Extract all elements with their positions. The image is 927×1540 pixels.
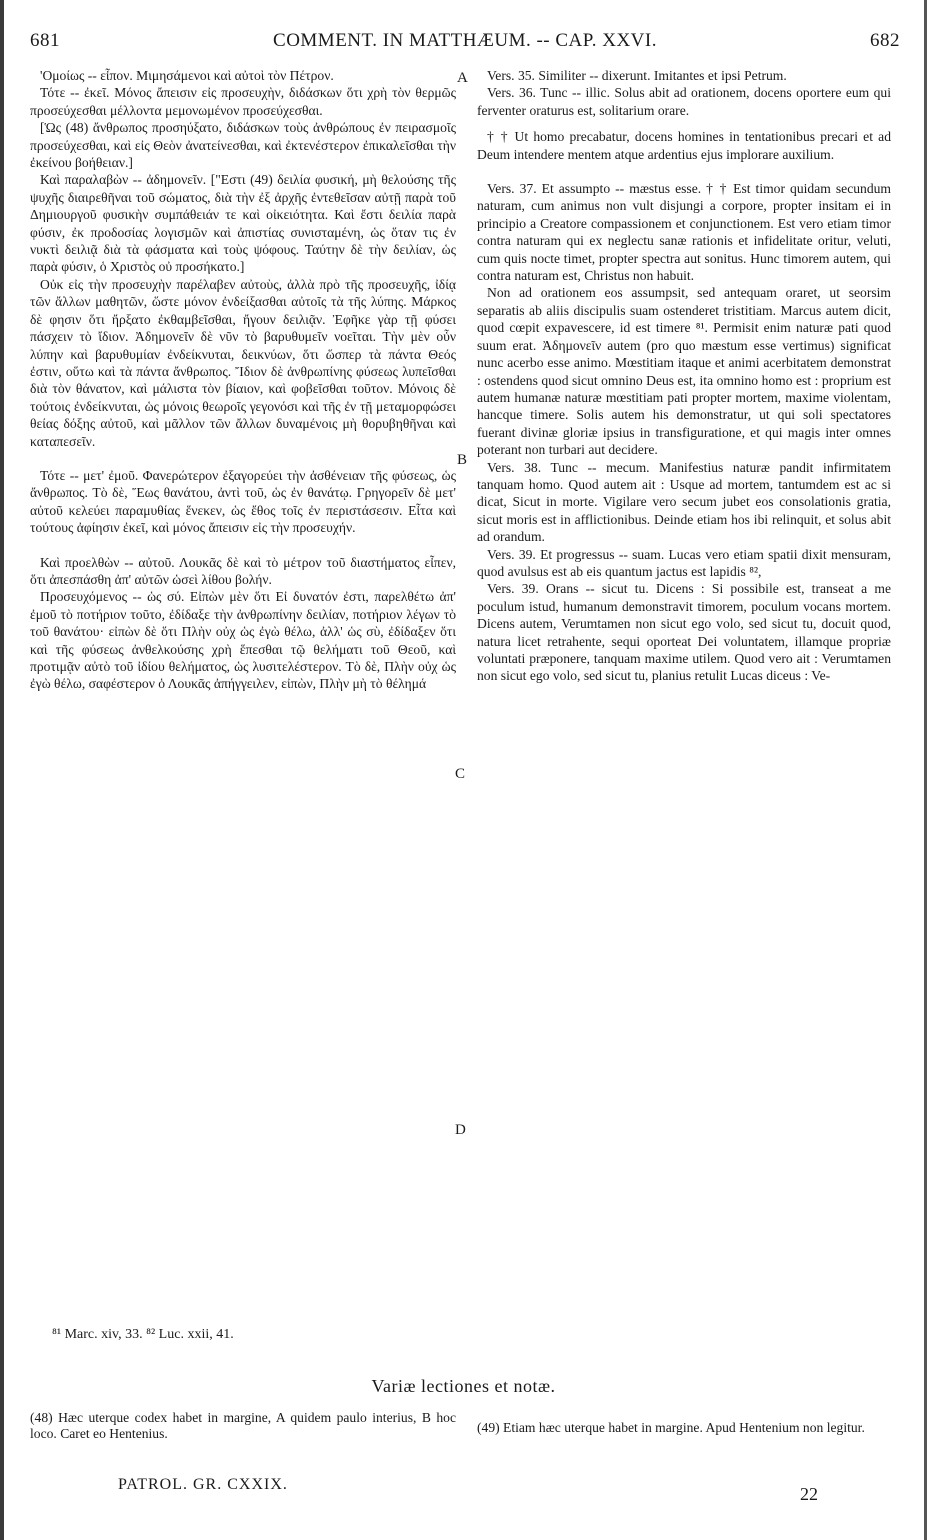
greek-paragraph: Οὐκ εἰς τὴν προσευχὴν παρέλαβεν αὐτοὺς, ἀλλὰ πρὸ τῆς προσευχῆς, ἰδίᾳ τῶν ἄλλων μαθητῶν, ὥστε μόνον ἐνδείξασθαι αὐτοῖς τὰ τῆς λύπης. Μάρκος δὲ φησιν ὅτι ἤρξατο ἐκθαμβεῖσθαι, ἤγουν δειλιᾷν. Ἐφῆκε γὰρ τῇ φύσει πάσχειν τὸ ἴδιον. Ἀδημονεῖν δὲ νῦν τὸ βαρυθυμεῖν νοεῖται. Τὴν μὲν οὖν λύπην καὶ βαρυθυμίαν ἐνδείκνυται, δεικνύων, ὅτι ὥσπερ τὰ πάντα Θεός ἐστιν, οὕτω καὶ τὰ πάντα ἄνθρωπος. Ἴδιον δὲ ἀνθρωπίνης φύσεως λυπεῖσθαι διὰ τὸν θάνατον, καὶ μάλιστα τὸν βίαιον, καὶ φοβεῖσθαι τοῦτον. Μόνοις δὲ τούτοις ἐνδείκνυται, ὡς μόνοις θεωροῖς γεγονόσι καὶ τῆς ἐν τῇ μεταμορφώσει θείας δόξης αὐτοῦ, καὶ μᾶλλον τῶν ἄλλων δυναμένοις μὴ θορυβηθῆναι καὶ καταπεσεῖν. (30, 276, 456, 449)
greek-paragraph: 'Ομοίως -- εἶπον. Μιμησάμενοι καὶ αὐτοὶ τὸν Πέτρον. (40, 68, 334, 83)
sheet-number: 22 (800, 1484, 818, 1504)
latin-paragraph: Vers. 37. Et assumpto -- mæstus esse. † † Est timor quidam secundum naturam, cum animus non vult disjungi a corpore, propter insitam ei in principio a Creatore compassionem et conjunctionem. Est vero etiam timor contra naturam qui ex neglectu sanæ rationis et infidelitate oritur, veluti, cum quis nocte timet, propter spectra aut sonitus. Hunc timorem autem, qui contra naturam est, Christus non habuit. (477, 181, 891, 284)
latin-paragraph: † † Ut homo precabatur, docens homines in tentationibus precari et ad Deum intendere mentem atque ardentius ejus implorare auxilium. (477, 129, 891, 162)
margin-letter-c: C (455, 766, 466, 782)
greek-paragraph: Προσευχόμενος -- ὡς σύ. Εἰπὼν μὲν ὅτι Εἰ δυνατόν ἐστι, παρελθέτω ἀπ' ἐμοῦ τὸ ποτήριον τοῦτο, ἐδίδαξε τὴν ἀνθρωπίνην δειλίαν, ποτήριον λέγων τὸ τοῦ θανάτου· εἰπὼν δὲ ὅτι Πλὴν οὐχ ὡς ἐγὼ θέλω, ἀλλ' ὡς σὺ, ἐδίδαξεν ὅτι καὶ τῆς φύσεως ἀνθελκούσης χρὴ ἕπεσθαι τῷ θελήματι τοῦ Θεοῦ, καὶ προτιμᾷν αὐτὸ τοῦ ἰδίου θελήματος, ὡς λυσιτελέστερον. Τὸ δὲ, Πλὴν οὐχ ὡς ἐγὼ θέλω, σαφέστερον ὁ Λουκᾶς ἀπήγγειλεν, εἰπὼν, Πλὴν μὴ τὸ θέλημά (30, 589, 456, 692)
latin-column (477, 67, 891, 685)
running-header (30, 30, 900, 56)
greek-paragraph: [Ὡς (48) ἄνθρωπος προσηύξατο, διδάσκων τοὺς ἀνθρώπους ἐν πειρασμοῖς προσεύχεσθαι, καὶ εἰς Θεὸν ἀνατείνεσθαι, καὶ ἐκτενέστερον ἐπικαλεῖσθαι τὴν ἐκείνου βοήθειαν.] (30, 120, 456, 171)
latin-paragraph: Vers. 36. Tunc -- illic. Solus abit ad orationem, docens oportere eum qui ferventer oraturus est, solitarium orare. (477, 85, 891, 118)
margin-letter-a: A (457, 70, 468, 86)
variant-note-48: (48) Hæc uterque codex habet in margine, A quidem paulo interius, B hoc loco. Caret eo Hentenius. (30, 1410, 456, 1441)
greek-paragraph: Τότε -- ἐκεῖ. Μόνος ἄπεισιν εἰς προσευχὴν, διδάσκων ὅτι χρὴ τὸν θερμῶς προσεύχεσθαι μέλλοντα μεμονωμένον προσεύχεσθαι. (30, 85, 456, 118)
signature-mark: PATROL. GR. CXXIX. (118, 1476, 288, 1493)
latin-paragraph: Vers. 39. Et progressus -- suam. Lucas vero etiam spatii dixit mensuram, quod avulsus est ab eis quantum jactus est lapidis ⁸², (477, 546, 891, 579)
greek-paragraph: Τότε -- μετ' ἐμοῦ. Φανερώτερον ἐξαγορεύει τὴν ἀσθένειαν τῆς φύσεως, ὡς ἄνθρωπος. Τὸ δὲ, Ἕως θανάτου, ἀντὶ τοῦ, ὡς ἐν θανάτῳ. Γρηγορεῖν δὲ μετ' αὐτοῦ κελεύει παραμυθίας ἕνεκεν, ὡς ἔθος τοῖς ἐν περιστάσεσιν. Εἶτα καὶ τούτους ἀφίησιν ἐκεῖ, καὶ μόνος ἄπεισιν εἰς τὴν προσευχήν. (30, 467, 456, 536)
variae-heading: Variæ lectiones et notæ. (371, 1376, 556, 1396)
latin-paragraph: Vers. 38. Tunc -- mecum. Manifestius naturæ pandit infirmitatem tanquam homo. Quod autem ait : Usque ad mortem, tantumdem est ac si dicat, Sicut in morte. Vigilare vero secum jubet eos consolationis gratia, sicut moris est in afflictionibus. Deinde etiam hos ibi relinquit, et solus abit ad orandum. (477, 459, 891, 545)
greek-column (30, 67, 456, 693)
greek-paragraph: Καὶ προελθὼν -- αὐτοῦ. Λουκᾶς δὲ καὶ τὸ μέτρον τοῦ διαστήματος εἶπεν, ὅτι ἀπεσπάσθη ἀπ' αὐτῶν ὡσεὶ λίθου βολήν. (30, 554, 456, 587)
page-number-right: 682 (870, 30, 900, 51)
latin-paragraph: Non ad orationem eos assumpsit, sed antequam oraret, ut seorsim separatis ab aliis discipulis suam ostenderet tristitiam. Marcus autem dicit, quod cœpit expavescere, id est timere ⁸¹. Permisit enim naturæ pati quod suum erat. Ἀδημονεῖν autem (pro quo mæstum esse vertimus) significat nunc acerbo esse animo. Mœstitiam itaque et animi acerbitatem demonstrat : ostendens quod sicut omnino Deus est, ita omnino homo est : proprium est autem humanæ naturæ mœstitiam pati propter mortem, maxime violentam, hancque timere. Solis autem his demonstratur, ut qui soli spectatores fuerant divinæ gloriæ ipsius in transfiguratione, et qui magis inter omnes poterant non turbari aut decidere. (477, 285, 891, 458)
greek-paragraph: Καὶ παραλαβὼν -- ἀδημονεῖν. ["Εστι (49) δειλία φυσική, μὴ θελούσης τῆς ψυχῆς διαιρεθῆναι τοῦ σώματος, διὰ τὴν ἐξ ἀρχῆς ἐντεθεῖσαν αὐτῇ παρὰ τοῦ Δημιουργοῦ φυσικὴν συμπάθειάν τε καὶ οἰκειότητα. Καὶ ἔστι δειλία παρὰ φύσιν, ἐκ προδοσίας λογισμῶν καὶ ἀπιστίας συνισταμένη, ὡς ὅταν τις ἐν νυκτὶ δειλιᾷ διὰ τὰ φάσματα καὶ τοὺς ψόφους. Ταύτην δὲ τὴν δειλίαν, ὡς παρὰ φύσιν, ὁ Χριστὸς οὐ προσήκατο.] (30, 172, 456, 275)
margin-letter-d: D (455, 1122, 466, 1138)
binding-edge (0, 0, 4, 1540)
latin-paragraph: Vers. 39. Orans -- sicut tu. Dicens : Si possibile est, transeat a me poculum istud, humanum demonstravit timorem, poculum vocans mortem. Dicens autem, Verumtamen non sicut ego volo, sed sicut tu, docuit quod, natura licet retrahente, sequi oporteat Dei voluntatem, illamque propriæ voluntati præponere, tanquam maxime utilem. Quod vero ait : Verumtamen non sicut ego volo, sed sicut tu, planius retulit Lucas diceus : Ve- (477, 581, 891, 684)
variant-note-49: (49) Etiam hæc uterque habet in margine. Apud Hentenium non legitur. (477, 1420, 865, 1435)
running-title: COMMENT. IN MATTHÆUM. -- CAP. XXVI. (273, 30, 657, 51)
margin-letter-b: B (457, 452, 468, 468)
page-number-left: 681 (30, 30, 60, 51)
latin-paragraph: Vers. 35. Similiter -- dixerunt. Imitantes et ipsi Petrum. (487, 68, 787, 83)
footnotes: ⁸¹ Marc. xiv, 33. ⁸² Luc. xxii, 41. (52, 1327, 234, 1342)
